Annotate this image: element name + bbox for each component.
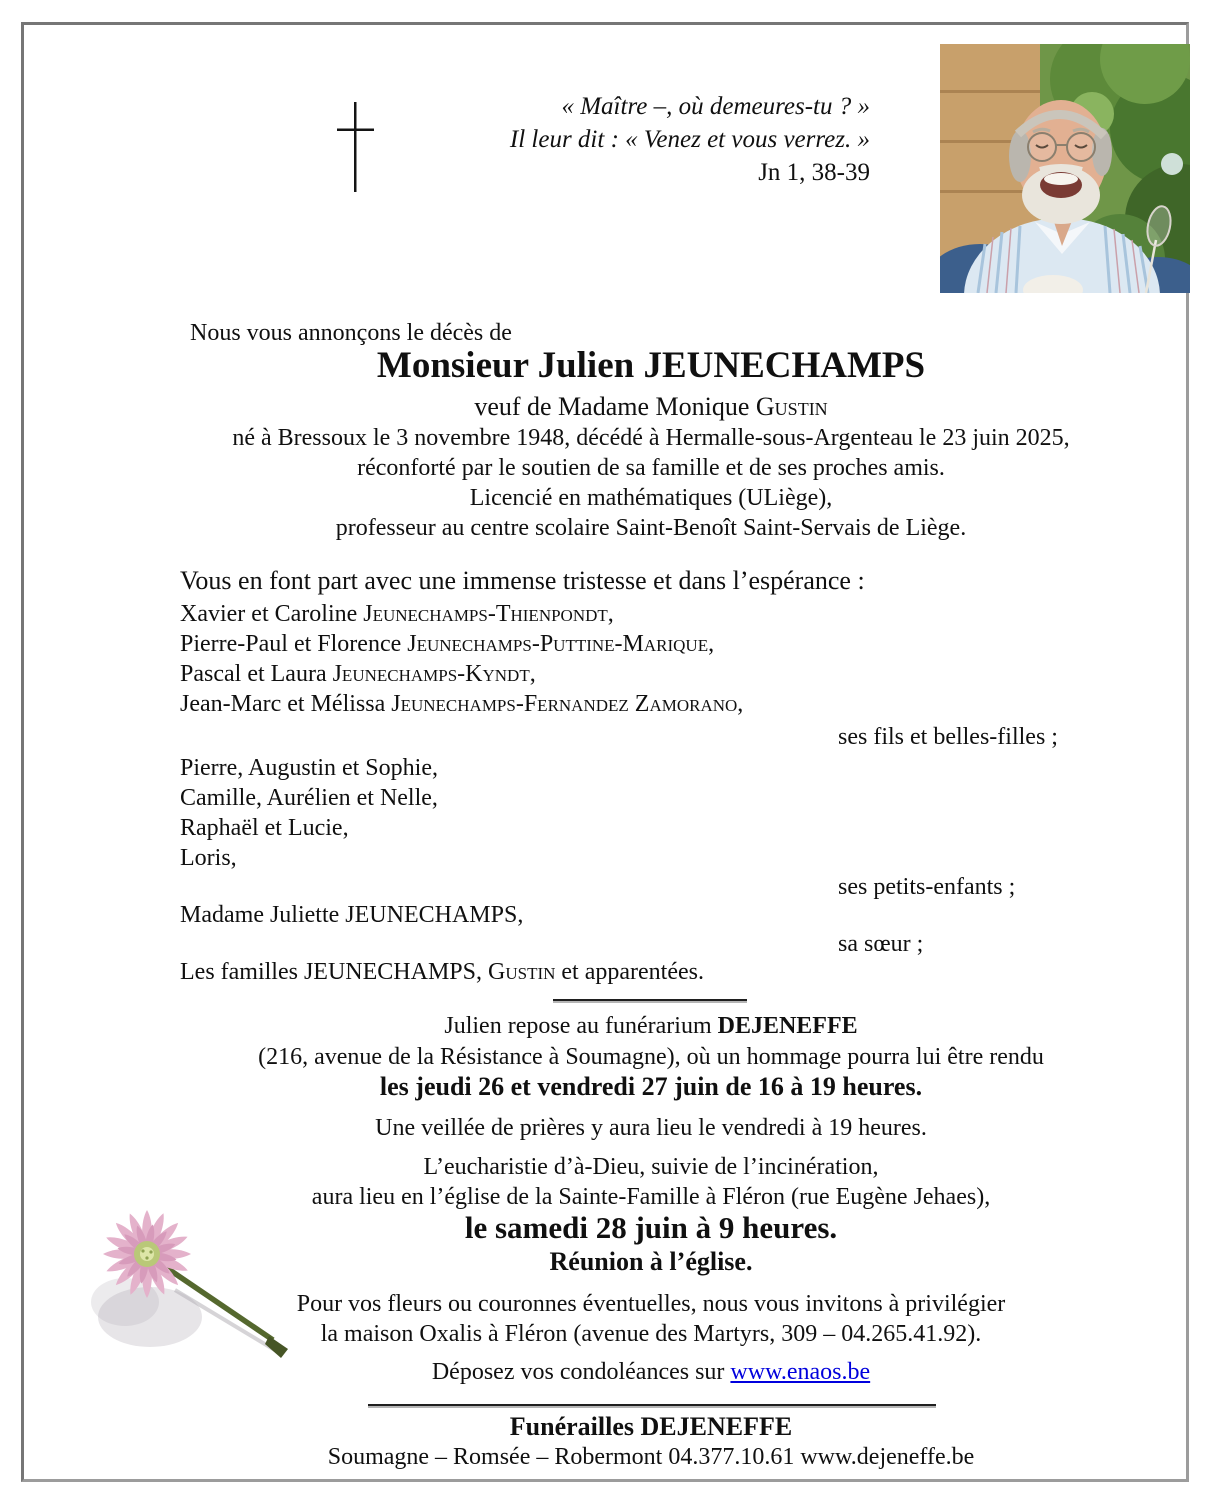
sons-label: ses fils et belles-filles ; — [838, 724, 1058, 750]
son-line — [180, 689, 1122, 719]
widower-prefix: veuf de Madame Monique — [474, 392, 756, 421]
widower-line — [180, 392, 1122, 422]
eucharist-line-1: L’eucharistie d’à-Dieu, suivie de l’incinération, — [423, 1154, 879, 1180]
repose-line-1 — [180, 1011, 1122, 1041]
quote-line-1: « Maître –, où demeures-tu ? » — [561, 93, 870, 120]
eucharist-line-2: aura lieu en l’église de la Sainte-Famille à Fléron (rue Eugène Jehaes), — [311, 1184, 991, 1210]
condolences-line — [180, 1357, 1122, 1387]
comfort-line: réconforté par le soutien de sa famille et de ses proches amis. — [357, 455, 945, 481]
families-suffix: et apparentées. — [555, 959, 704, 985]
funeral-home-name: DEJENEFFE — [717, 1013, 858, 1039]
flowers-line-1: Pour vos fleurs ou couronnes éventuelles, nous vous invitons à privilégier — [296, 1291, 1006, 1317]
repose-line-2: (216, avenue de la Résistance à Soumagne), où un hommage pourra lui être rendu — [258, 1044, 1044, 1070]
son-names: Pascal et Laura — [180, 661, 333, 687]
degree-line: Licencié en mathématiques (ULiège), — [469, 485, 833, 511]
visiting-hours: les jeudi 26 et vendredi 27 juin de 16 à 19 heures. — [379, 1072, 923, 1101]
birth-death-line: né à Bressoux le 3 novembre 1948, décédé à Hermalle-sous-Argenteau le 23 juin 2025, — [232, 425, 1070, 451]
families-prefix: Les familles JEUNECHAMPS, — [180, 959, 488, 985]
family-intro: Vous en font part avec une immense tristesse et dans l’espérance : — [180, 566, 865, 595]
quote-line-2: Il leur dit : « Venez et vous verrez. » — [509, 126, 870, 153]
quote-reference: Jn 1, 38-39 — [758, 159, 870, 186]
section-divider — [553, 999, 747, 1001]
cross-icon — [336, 100, 376, 194]
son-surname: Jeunechamps-Puttine-Marique, — [407, 631, 715, 657]
grandchild-line: Loris, — [180, 845, 237, 871]
portrait-photo — [940, 44, 1190, 293]
ceremony-date: le samedi 28 juin à 9 heures. — [464, 1210, 838, 1245]
condolences-prefix: Déposez vos condoléances sur — [431, 1359, 731, 1385]
son-names: Jean-Marc et Mélissa — [180, 691, 392, 717]
church-meeting: Réunion à l’église. — [549, 1247, 753, 1276]
widow-name-smallcaps: Gustin — [755, 392, 828, 421]
vigil-line: Une veillée de prières y aura lieu le vendredi à 19 heures. — [375, 1115, 927, 1141]
son-surname: Jeunechamps-Fernandez Zamorano, — [391, 691, 744, 717]
grandchild-line: Pierre, Augustin et Sophie, — [180, 755, 438, 781]
son-line — [180, 599, 1122, 629]
grandchild-line: Raphaël et Lucie, — [180, 815, 349, 841]
flower-image — [55, 1192, 315, 1397]
deceased-name: Monsieur Julien JEUNECHAMPS — [376, 345, 926, 386]
families-smallcaps: Gustin — [488, 959, 556, 985]
son-surname: Jeunechamps-Kyndt, — [332, 661, 536, 687]
flowers-line-2: la maison Oxalis à Fléron (avenue des Martyrs, 309 – 04.265.41.92). — [320, 1321, 982, 1347]
son-names: Xavier et Caroline — [180, 601, 364, 627]
families-line — [180, 957, 1122, 987]
footer-contact-line: Soumagne – Romsée – Robermont 04.377.10.61 www.dejeneffe.be — [327, 1444, 975, 1470]
son-names: Pierre-Paul et Florence — [180, 631, 408, 657]
grandchildren-label: ses petits-enfants ; — [838, 874, 1016, 900]
sister-label: sa sœur ; — [838, 931, 924, 957]
son-surname: Jeunechamps-Thienpondt, — [363, 601, 614, 627]
son-line — [180, 659, 1122, 689]
scripture-quote — [510, 90, 870, 189]
profession-line: professeur au centre scolaire Saint-Benoît Saint-Servais de Liège. — [335, 515, 967, 541]
announcement-intro: Nous vous annonçons le décès de — [190, 320, 512, 346]
condolences-link[interactable]: www.enaos.be — [730, 1359, 871, 1385]
son-line — [180, 629, 1122, 659]
footer-funeral-home: Funérailles DEJENEFFE — [509, 1412, 793, 1441]
footer-divider — [368, 1404, 936, 1406]
sister-line: Madame Juliette JEUNECHAMPS, — [180, 902, 524, 928]
grandchild-line: Camille, Aurélien et Nelle, — [180, 785, 438, 811]
repose-prefix: Julien repose au funérarium — [444, 1013, 718, 1039]
